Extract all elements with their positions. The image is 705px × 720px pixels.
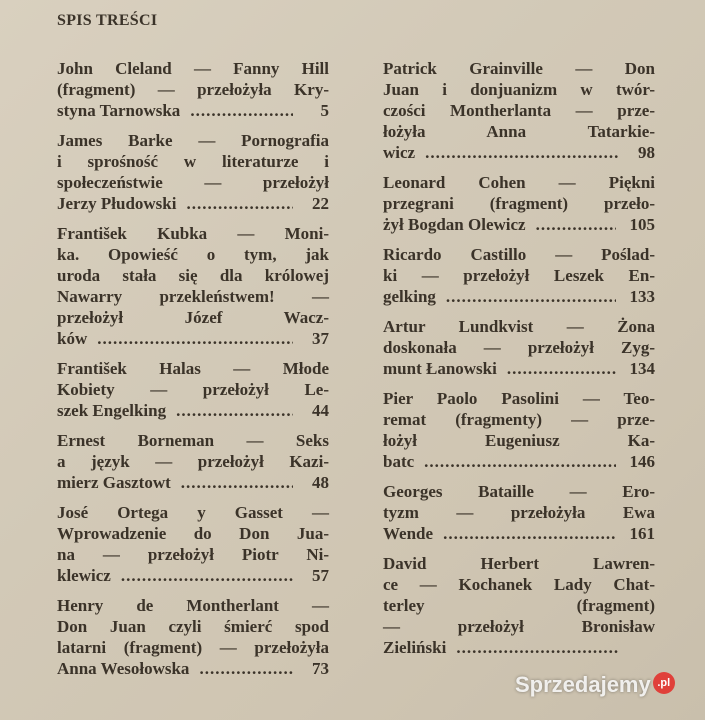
page-number: 22 [312,194,329,213]
toc-entry-line: terley (fragment) [383,596,655,615]
toc-entry [57,358,329,421]
toc-entry-last-line [57,472,329,493]
toc-entry-last-line [57,400,329,421]
toc-entry-line: Wende [383,524,434,543]
toc-entry-line: i sprośność w literaturze i [57,152,329,171]
toc-entry-line: Patrick Grainville — Don [383,59,655,78]
toc-entry-last-line [383,358,655,379]
toc-heading: SPIS TREŚCI [57,12,158,29]
dot-leader [181,472,293,493]
toc-entry-line: (fragment) — przełożyła Kry- [57,80,329,99]
toc-entry-line: Jerzy Płudowski [57,194,177,213]
toc-entry-line: ków [57,329,88,348]
toc-entry-line: Ricardo Castillo — Poślad- [383,245,655,264]
dot-leader [456,637,619,658]
toc-entry-line: czości Montherlanta — prze- [383,101,655,120]
toc-entry-line: David Herbert Lawren- [383,554,655,573]
toc-entry [383,244,655,307]
toc-entry-last-line [57,658,329,679]
page-number: 48 [312,473,329,492]
dot-leader [186,193,293,214]
toc-entry-last-line [383,142,655,163]
toc-entry-last-line [383,286,655,307]
toc-entry-line: szek Engelking [57,401,167,420]
dot-leader [536,214,616,235]
toc-entry [57,430,329,493]
page-number: 146 [629,452,655,471]
toc-entry-line: mierz Gasztowt [57,473,171,492]
page-number: 134 [629,359,655,378]
toc-entry-line: Anna Wesołowska [57,659,190,678]
dot-leader [507,358,616,379]
dot-leader [425,142,619,163]
toc-entry-line: remat (fragmenty) — prze- [383,410,655,429]
toc-right-column [383,58,655,667]
page-number: 105 [629,215,655,234]
toc-entry-line: Wprowadzenie do Don Jua- [57,524,329,543]
watermark-logo [515,672,675,698]
watermark-text: Sprzedajemy [515,672,651,697]
toc-entry-line: — przełożył Bronisław [383,617,655,636]
toc-entry-line: José Ortega y Gasset — [57,503,329,522]
toc-left-column [57,58,329,688]
page-number: 133 [629,287,655,306]
toc-entry-last-line [383,214,655,235]
toc-entry-line: żył Bogdan Olewicz [383,215,526,234]
dot-leader [443,523,615,544]
toc-entry-last-line [57,328,329,349]
toc-entry-line: Georges Bataille — Ero- [383,482,655,501]
toc-entry-last-line [383,637,655,658]
toc-entry-line: James Barke — Pornografia [57,131,329,150]
toc-entry-line: latarni (fragment) — przełożyła [57,638,329,657]
toc-entry [383,172,655,235]
toc-entry-line: przełożył Józef Wacz- [57,308,329,327]
toc-entry [57,595,329,679]
toc-entry [383,58,655,163]
toc-entry-line: Artur Lundkvist — Żona [383,317,655,336]
toc-entry-line: łożył Eugeniusz Ka- [383,431,655,450]
toc-entry-line: ki — przełożył Leszek En- [383,266,655,285]
dot-leader [190,100,293,121]
toc-entry-line: klewicz [57,566,111,585]
page-number: 161 [629,524,655,543]
toc-entry-line: Ernest Borneman — Seks [57,431,329,450]
page-number: 5 [320,101,329,120]
toc-entry-line: społeczeństwie — przełożył [57,173,329,192]
toc-entry-line: uroda stała się dla królowej [57,266,329,285]
toc-entry-line: gelking [383,287,436,306]
page-number: 44 [312,401,329,420]
toc-entry [57,223,329,349]
toc-entry-line: Juan i donjuanizm w twór- [383,80,655,99]
page-number: 98 [638,143,655,162]
dot-leader [121,565,293,586]
toc-entry-last-line [57,100,329,121]
page-number: 37 [312,329,329,348]
toc-entry-line: batc [383,452,415,471]
toc-entry-line: Leonard Cohen — Piękni [383,173,655,192]
toc-entry-line: Don Juan czyli śmierć spod [57,617,329,636]
dot-leader [424,451,615,472]
toc-entry-line: łożyła Anna Tatarkie- [383,122,655,141]
watermark-suffix: .pl [653,672,675,694]
toc-entry-line: ce — Kochanek Lady Chat- [383,575,655,594]
dot-leader [97,328,293,349]
toc-entry [57,502,329,586]
toc-entry-line: John Cleland — Fanny Hill [57,59,329,78]
toc-entry-line: wicz [383,143,416,162]
toc-entry-line: tyzm — przełożyła Ewa [383,503,655,522]
toc-entry-last-line [383,451,655,472]
toc-entry [383,316,655,379]
dot-leader [199,658,293,679]
page-number: 57 [312,566,329,585]
toc-entry-line: munt Łanowski [383,359,497,378]
toc-entry-last-line [383,523,655,544]
toc-entry-line: František Kubka — Moni- [57,224,329,243]
dot-leader [446,286,616,307]
toc-entry-last-line [57,565,329,586]
toc-entry [383,481,655,544]
toc-entry-line: przegrani (fragment) przeło- [383,194,655,213]
toc-entry-line: na — przełożył Piotr Ni- [57,545,329,564]
toc-entry-line: Zieliński [383,638,447,657]
toc-entry-line: ka. Opowieść o tym, jak [57,245,329,264]
toc-entry [57,58,329,121]
toc-entry-line: Henry de Montherlant — [57,596,329,615]
toc-entry-line: František Halas — Młode [57,359,329,378]
dot-leader [176,400,293,421]
toc-entry-line: styna Tarnowska [57,101,181,120]
toc-entry-line: Nawarry przekleństwem! — [57,287,329,306]
toc-entry [383,388,655,472]
page-number: 73 [312,659,329,678]
toc-entry-line: doskonała — przełożył Zyg- [383,338,655,357]
toc-entry-line: a język — przełożył Kazi- [57,452,329,471]
toc-entry [383,553,655,658]
toc-entry-last-line [57,193,329,214]
toc-entry [57,130,329,214]
toc-entry-line: Pier Paolo Pasolini — Teo- [383,389,655,408]
toc-entry-line: Kobiety — przełożył Le- [57,380,329,399]
